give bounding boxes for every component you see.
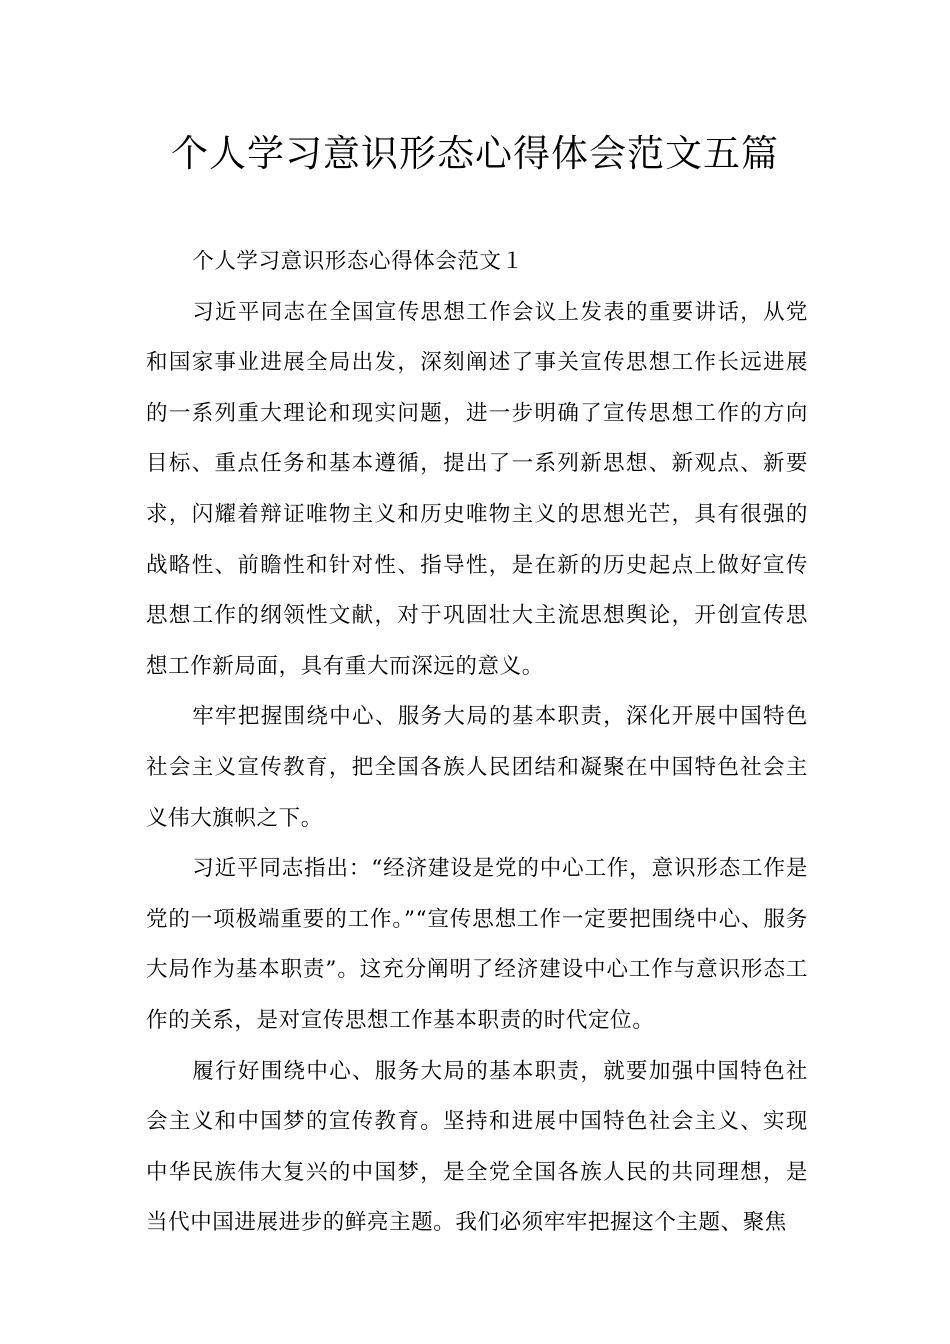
paragraph: 履行好围绕中心、服务大局的基本职责，就要加强中国特色社会主义和中国梦的宣传教育。坚持和进展中国特色社会主义、实现中华民族伟大复兴的中国梦，是全党全国各族人民的共同理想，是当代中国进展进步的鲜亮主题。我们必须牢牢把握这个主题、聚焦: [146, 1058, 808, 1236]
document-title: 个人学习意识形态心得体会范文五篇: [171, 132, 779, 175]
section-heading: 个人学习意识形态心得体会范文１: [192, 249, 524, 274]
paragraph: 习近平同志指出：“经济建设是党的中心工作，意识形态工作是党的一项极端重要的工作。”“宣传思想工作一定要把围绕中心、服务大局作为基本职责”。这充分阐明了经济建设中心工作与意识形态工作的关系，是对宣传思想工作基本职责的时代定位。: [146, 856, 808, 1033]
paragraph: 习近平同志在全国宣传思想工作会议上发表的重要讲话，从党和国家事业进展全局出发，深刻阐述了事关宣传思想工作长远进展的一系列重大理论和现实问题，进一步明确了宣传思想工作的方向目标、重点任务和基本遵循，提出了一系列新思想、新观点、新要求，闪耀着辩证唯物主义和历史唯物主义的思想光芒，具有很强的战略性、前瞻性和针对性、指导性，是在新的历史起点上做好宣传思想工作的纲领性文献，对于巩固壮大主流思想舆论，开创宣传思想工作新局面，具有重大而深远的意义。: [146, 299, 808, 679]
paragraph: 牢牢把握围绕中心、服务大局的基本职责，深化开展中国特色社会主义宣传教育，把全国各族人民团结和凝聚在中国特色社会主义伟大旗帜之下。: [146, 704, 808, 831]
document-body: [146, 237, 808, 1249]
